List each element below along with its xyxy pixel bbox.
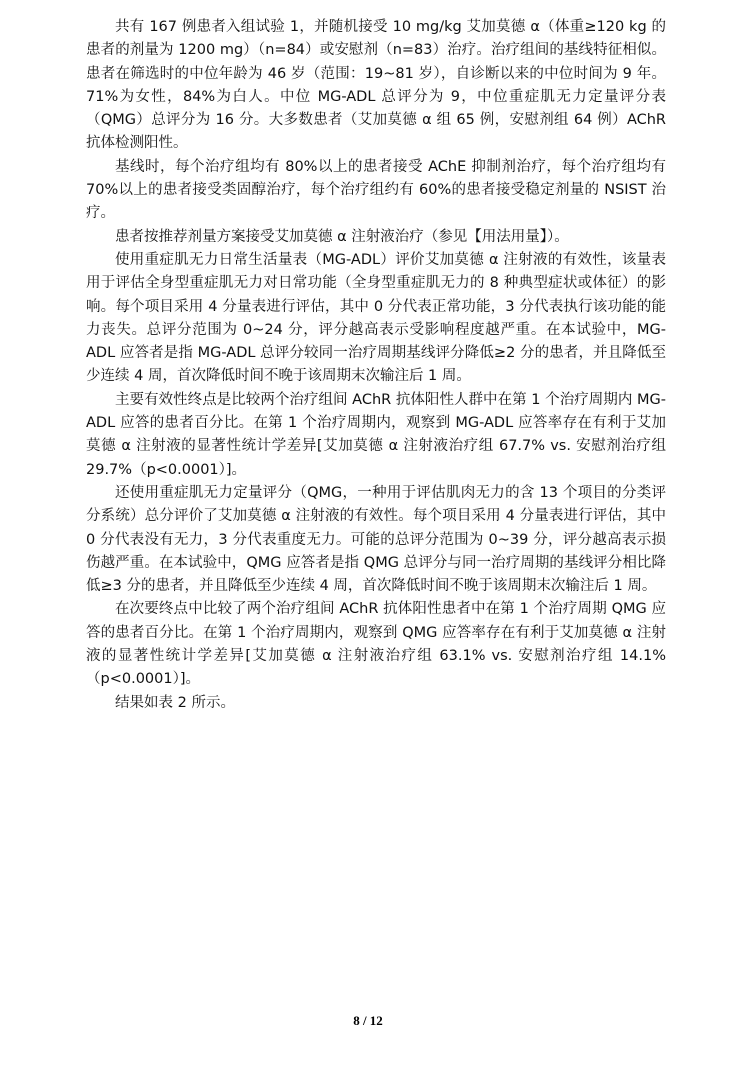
paragraph-qmg: 还使用重症肌无力定量评分（QMG，一种用于评估肌肉无力的含 13 个项目的分类评分系统）总分评价了艾加莫德 α 注射液的有效性。每个项目采用 4 分量表进行评估，其中 0 分代表没有无力，3 分代表重度无力。可能的总评分范围为 0~39 分，评分越高表示损伤越严重。在本试验中，QMG 应答者是指 QMG 总评分与同一治疗周期的基线评分相比降低≥3 分的患者，并且降低至少连续 4 周，首次降低时间不晚于该周期末次输注后 1 周。: [86, 484, 666, 595]
paragraph-enrollment: 共有 167 例患者入组试验 1，并随机接受 10 mg/kg 艾加莫德 α（体重≥120 kg 的患者的剂量为 1200 mg）（n=84）或安慰剂（n=83）治疗。治疗组间的基线特征相似。患者在筛选时的中位年龄为 46 岁（范围：19~81 岁），自诊断以来的中位时间为 9 年。71%为女性，84%为白人。中位 MG-ADL 总评分为 9，中位重症肌无力定量评分表（QMG）总评分为 16 分。大多数患者（艾加莫德 α 组 65 例，安慰剂组 64 例）AChR 抗体检测阳性。: [86, 19, 666, 152]
paragraph-results: 结果如表 2 所示。: [115, 694, 235, 711]
paragraph-dosing: 患者按推荐剂量方案接受艾加莫德 α 注射液治疗（参见【用法用量】）。: [115, 228, 569, 245]
page-number: 8 / 12: [353, 1013, 383, 1028]
paragraph-primary-endpoint: 主要有效性终点是比较两个治疗组间 AChR 抗体阳性人群中在第 1 个治疗周期内 MG-ADL 应答的患者百分比。在第 1 个治疗周期内，观察到 MG-ADL 应答率存在有利于艾加莫德 α 注射液的显著性统计学差异[艾加莫德 α 注射液治疗组 67.7% vs. 安慰剂治疗组 29.7%（p<0.0001）]。: [86, 391, 666, 478]
paragraph-baseline: 基线时，每个治疗组均有 80%以上的患者接受 AChE 抑制剂治疗，每个治疗组均有 70%以上的患者接受类固醇治疗，每个治疗组约有 60%的患者接受稳定剂量的 NSIST 治疗。: [86, 158, 666, 222]
paragraph-mg-adl: 使用重症肌无力日常生活量表（MG-ADL）评价艾加莫德 α 注射液的有效性，该量表用于评估全身型重症肌无力对日常功能（全身型重症肌无力的 8 种典型症状或体征）的影响。每个项目采用 4 分量表进行评估，其中 0 分代表正常功能，3 分代表执行该功能的能力丧失。总评分范围为 0~24 分，评分越高表示受影响程度越严重。在本试验中，MG-ADL 应答者是指 MG-ADL 总评分较同一治疗周期基线评分降低≥2 分的患者，并且降低至少连续 4 周，首次降低时间不晚于该周期末次输注后 1 周。: [86, 251, 666, 385]
body-text: [86, 16, 666, 715]
paragraph-secondary-endpoint: 在次要终点中比较了两个治疗组间 AChR 抗体阳性患者中在第 1 个治疗周期 QMG 应答的患者百分比。在第 1 个治疗周期内，观察到 QMG 应答率存在有利于艾加莫德 α 注射液的显著性统计学差异[艾加莫德 α 注射液治疗组 63.1% vs. 安慰剂治疗组 14.1%（p<0.0001）]。: [86, 601, 666, 688]
